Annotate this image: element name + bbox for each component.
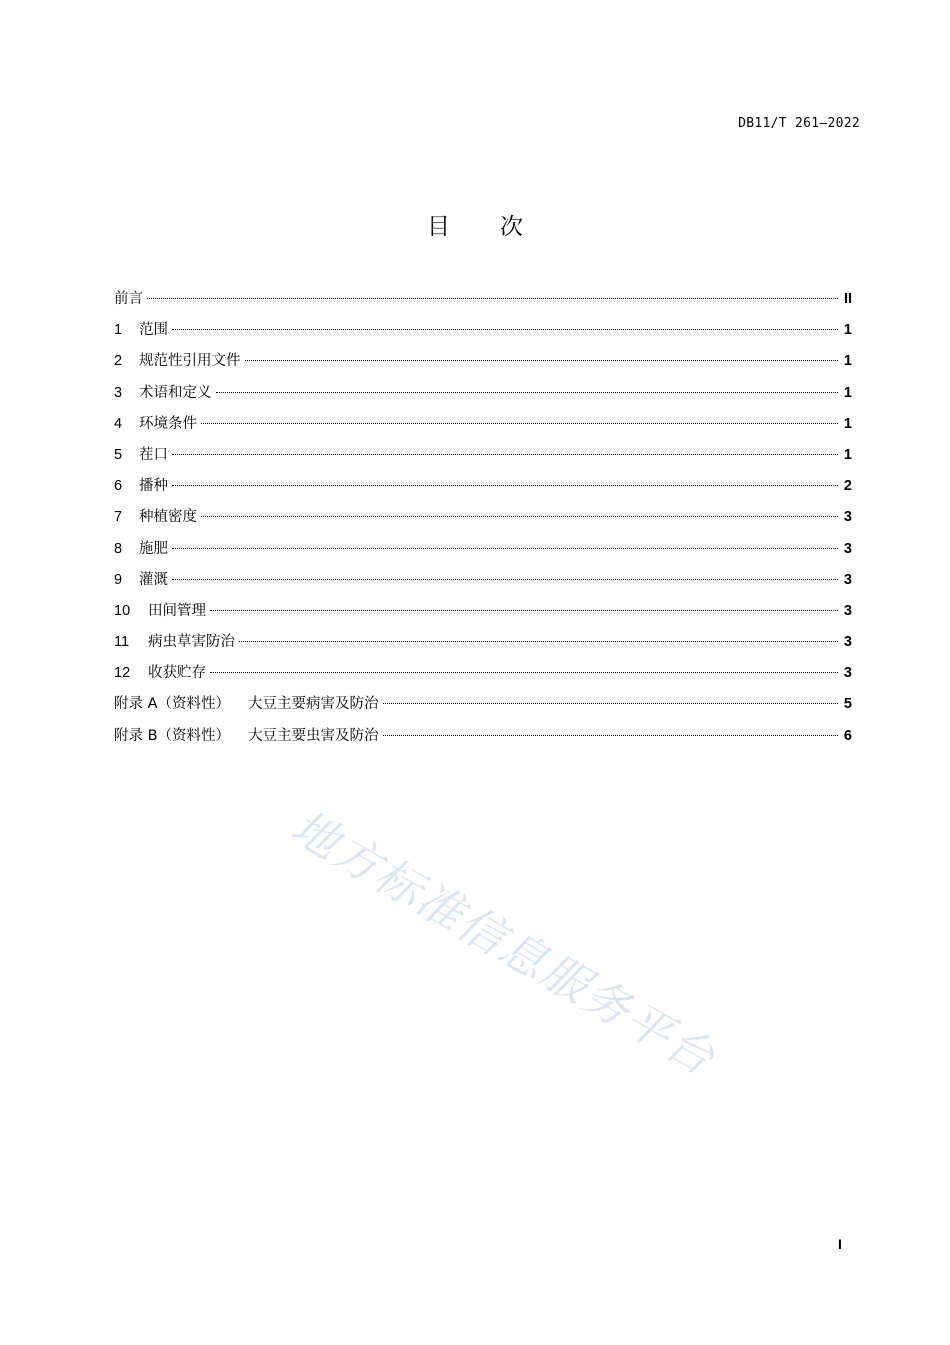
toc-entry-page: 1: [843, 446, 852, 463]
toc-entry-page: 3: [843, 665, 852, 682]
toc-entry-label: 大豆主要病害及防治: [248, 696, 379, 713]
toc-entry-11[interactable]: [114, 630, 852, 661]
dot-leader: [147, 298, 838, 299]
toc-entry-page: 5: [843, 696, 852, 713]
toc-entry-label: 术语和定义: [139, 384, 212, 401]
toc-entry-1[interactable]: [114, 318, 852, 349]
toc-entry-8[interactable]: [114, 537, 852, 568]
toc-entry-number: 10: [114, 602, 131, 619]
toc-entry-page: 6: [843, 727, 852, 744]
dot-leader: [210, 610, 838, 611]
toc-entry-number: 6: [114, 478, 123, 495]
toc-annex-prefix: 附录 A（资料性）: [114, 696, 231, 713]
toc-entry-page: II: [843, 291, 852, 307]
dot-leader: [172, 454, 838, 455]
dot-leader: [172, 329, 838, 330]
toc-entry-foreword[interactable]: [114, 287, 852, 318]
toc-entry-5[interactable]: [114, 443, 852, 474]
dot-leader: [216, 392, 839, 393]
toc-entry-label: 灌溉: [139, 571, 168, 588]
toc-entry-page: 1: [843, 384, 852, 401]
toc-entry-6[interactable]: [114, 474, 852, 505]
toc-entry-9[interactable]: [114, 568, 852, 599]
toc-entry-label: 茬口: [139, 446, 168, 463]
dot-leader: [172, 548, 838, 549]
toc-entry-page: 2: [843, 478, 852, 495]
toc-entry-label: 环境条件: [139, 415, 197, 432]
toc-entry-annex-a[interactable]: [114, 692, 852, 723]
toc-entry-label: 种植密度: [139, 509, 197, 526]
document-code: DB11/T 261—2022: [738, 116, 860, 131]
dot-leader: [201, 423, 838, 424]
toc-entry-label: 收获贮存: [148, 665, 206, 682]
dot-leader: [210, 672, 838, 673]
toc-entry-page: 1: [843, 415, 852, 432]
toc-entry-label: 规范性引用文件: [139, 353, 241, 370]
toc-entry-page: 3: [843, 602, 852, 619]
table-of-contents: [114, 287, 852, 755]
dot-leader: [383, 703, 838, 704]
toc-entry-number: 12: [114, 665, 131, 682]
toc-entry-label: 前言: [114, 291, 143, 307]
dot-leader: [383, 735, 838, 736]
toc-entry-page: 1: [843, 322, 852, 339]
toc-entry-2[interactable]: [114, 349, 852, 380]
toc-entry-label: 施肥: [139, 540, 168, 557]
toc-annex-prefix: 附录 B（资料性）: [114, 727, 231, 744]
dot-leader: [239, 641, 838, 642]
toc-entry-number: 3: [114, 384, 123, 401]
toc-entry-label: 大豆主要虫害及防治: [248, 727, 379, 744]
toc-entry-10[interactable]: [114, 599, 852, 630]
toc-title: 目次: [427, 214, 573, 240]
dot-leader: [201, 516, 838, 517]
toc-entry-number: 4: [114, 415, 123, 432]
toc-entry-page: 3: [843, 571, 852, 588]
toc-entry-number: 9: [114, 571, 123, 588]
toc-entry-label: 田间管理: [148, 602, 206, 619]
toc-entry-number: 1: [114, 322, 123, 339]
toc-entry-12[interactable]: [114, 661, 852, 692]
toc-entry-page: 3: [843, 509, 852, 526]
toc-entry-label: 播种: [139, 478, 168, 495]
toc-entry-label: 病虫草害防治: [148, 634, 235, 651]
toc-entry-number: 8: [114, 540, 123, 557]
toc-entry-page: 3: [843, 634, 852, 651]
toc-entry-7[interactable]: [114, 505, 852, 536]
toc-entry-number: 2: [114, 353, 123, 370]
dot-leader: [172, 485, 838, 486]
toc-entry-4[interactable]: [114, 412, 852, 443]
toc-entry-annex-b[interactable]: [114, 724, 852, 755]
toc-entry-number: 5: [114, 446, 123, 463]
dot-leader: [172, 579, 838, 580]
watermark: 地方标准信息服务平台: [282, 799, 725, 1086]
page-number: I: [838, 1236, 842, 1252]
toc-entry-3[interactable]: [114, 381, 852, 412]
toc-entry-label: 范围: [139, 322, 168, 339]
toc-entry-number: 11: [114, 634, 130, 651]
toc-entry-number: 7: [114, 509, 123, 526]
toc-entry-page: 1: [843, 353, 852, 370]
dot-leader: [245, 360, 839, 361]
toc-entry-page: 3: [843, 540, 852, 557]
